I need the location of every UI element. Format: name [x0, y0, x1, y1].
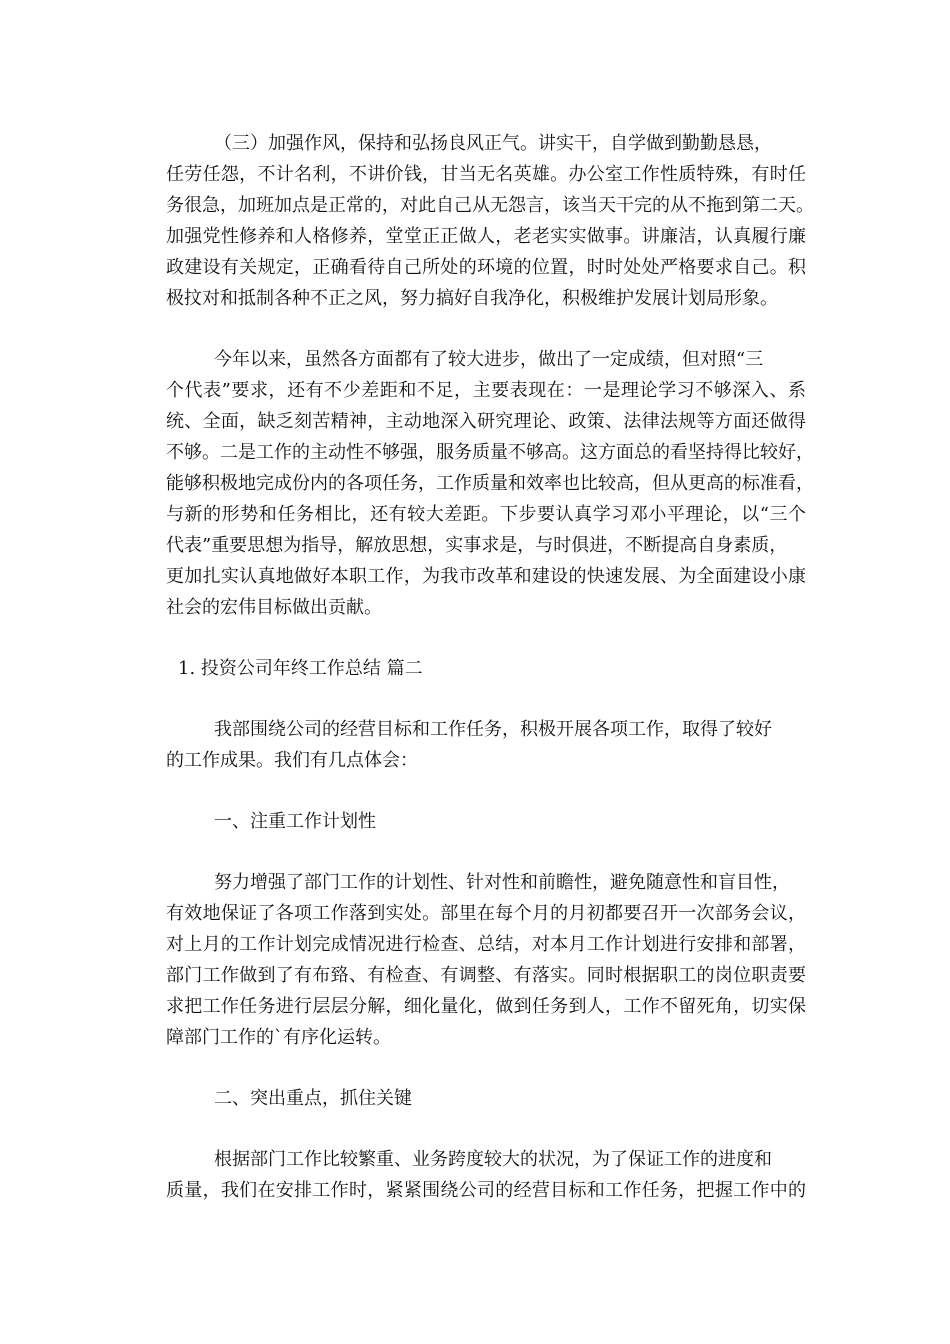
text-line: 务很急，加班加点是正常的，对此自己从无怨言，该当天干完的从不拖到第二天。 [166, 195, 814, 216]
section-title-text: 1. 投资公司年终工作总结 篇二 [178, 658, 423, 679]
text-line: 质量，我们在安排工作时，紧紧围绕公司的经营目标和工作任务，把握工作中的 [166, 1180, 806, 1201]
text-line: 与新的形势和任务相比，还有较大差距。下步要认真学习邓小平理论，以“三个 [166, 504, 806, 525]
section-title [166, 653, 806, 684]
paragraph-shortcomings [166, 344, 814, 623]
text-line: 极抆对和抵制各种不正之风，努力搞好自我净化，积极维护发展计划局形象。 [166, 288, 778, 309]
text-line: 代表”重要思想为指导，解放思想，实事求是，与时俱进，不断提高自身素质， [166, 535, 788, 556]
text-line: 今年以来，虽然各方面都有了较大进步，做出了一定成绩，但对照“三 [214, 349, 764, 370]
text-line: 我部围绕公司的经营目标和工作任务，积极开展各项工作，取得了较好 [214, 719, 772, 740]
text-line: 个代表”要求，还有不少差距和不足，主要表现在：一是理论学习不够深入、系 [166, 380, 806, 401]
text-line: 统、全面，缺乏刻苦精神，主动地深入研究理论、政策、法律法规等方面还做得 [166, 411, 806, 432]
text-line: 的工作成果。我们有几点体会： [166, 750, 418, 771]
text-line: 部门工作做到了有布臵、有检查、有调整、有落实。同时根据职工的岗位职责要 [166, 965, 806, 986]
text-line: 加强党性修养和人格修养，堂堂正正做人，老老实实做事。讲廉洁，认真履行廉 [166, 226, 806, 247]
text-line: 障部门工作的`有序化运转。 [166, 1027, 391, 1048]
text-line: 有效地保证了各项工作落到实处。部里在每个月的月初都要召开一次部务会议， [166, 903, 806, 924]
subheading-key-points [166, 1083, 806, 1114]
text-line: （三）加强作风，保持和弘扬良风正气。讲实干，自学做到勤勤恳恳， [214, 133, 772, 154]
text-line: 政建设有关规定，正确看待自己所处的环境的位置，时时处处严格要求自己。积 [166, 257, 806, 278]
paragraph-spacer [166, 776, 806, 806]
subheading-planning [166, 806, 806, 837]
paragraph-key-points [166, 1144, 806, 1206]
paragraph-spacer [166, 1114, 806, 1144]
document-body [166, 128, 814, 1206]
paragraph-spacer [166, 623, 806, 653]
text-line: 不够。二是工作的主动性不够强，服务质量不够高。这方面总的看坚持得比较好， [166, 442, 814, 463]
paragraph-work-style [166, 128, 814, 314]
text-line: 任劳任怨，不计名利，不讲价钱，甘当无名英雄。办公室工作性质特殊，有时任 [166, 164, 806, 185]
text-line: 更加扎实认真地做好本职工作，为我市改革和建设的快速发展、为全面建设小康 [166, 566, 806, 587]
text-line: 社会的宏伟目标做出贡献。 [166, 597, 382, 618]
text-line: 对上月的工作计划完成情况进行检查、总结，对本月工作计划进行安排和部署， [166, 934, 806, 955]
text-line: 根据部门工作比较繁重、业务跨度较大的状况，为了保证工作的进度和 [214, 1149, 772, 1170]
subheading-text: 二、突出重点，抓住关键 [214, 1088, 412, 1109]
paragraph-intro [166, 714, 806, 776]
paragraph-spacer [166, 684, 806, 714]
text-line: 求把工作任务进行层层分解，细化量化，做到任务到人，工作不留死角，切实保 [166, 996, 806, 1017]
paragraph-spacer [166, 1053, 806, 1083]
subheading-text: 一、注重工作计划性 [214, 811, 376, 832]
paragraph-planning [166, 867, 806, 1053]
paragraph-spacer [166, 837, 806, 867]
text-line: 能够积极地完成份内的各项任务，工作质量和效率也比较高，但从更高的标准看， [166, 473, 814, 494]
text-line: 努力增强了部门工作的计划性、针对性和前瞻性，避免随意性和盲目性， [214, 872, 790, 893]
paragraph-spacer [166, 314, 806, 344]
